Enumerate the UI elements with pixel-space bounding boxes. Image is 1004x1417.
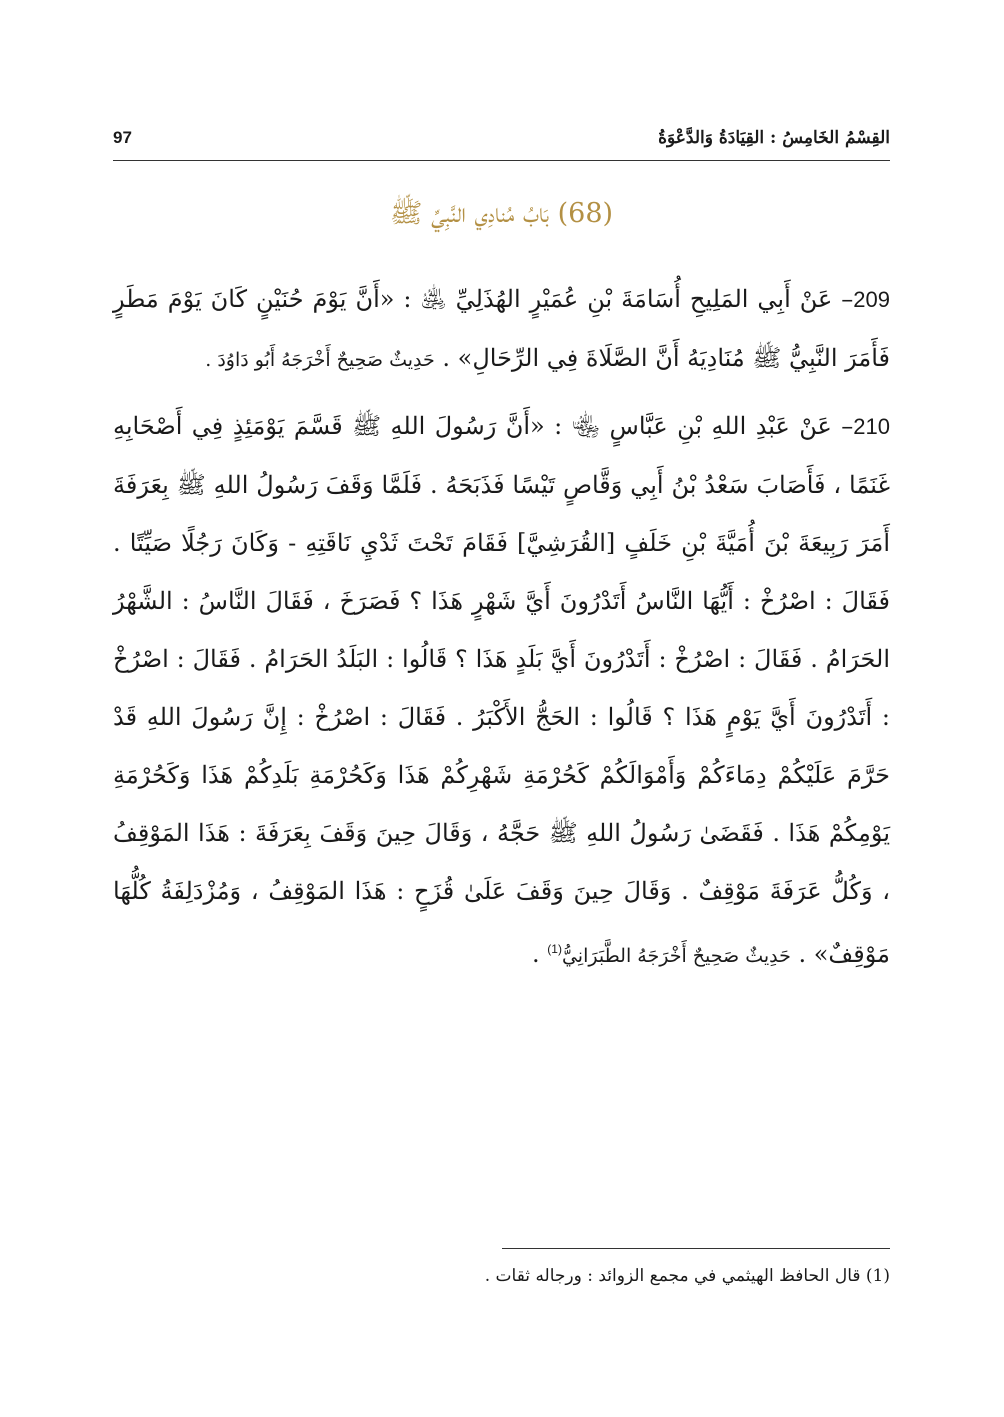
hadith-text: – عَنْ عَبْدِ اللهِ بْنِ عَبَّاسٍ ﵄ : «أَنَّ رَسُولَ اللهِ ﷺ قَسَّمَ يَوْمَئِذٍ فِي أَصْحَابِهِ غَنَمًا ، فَأَصَابَ سَعْدُ بْنُ أَبِي وَقَّاصٍ تَيْسًا فَذَبَحَهُ . فَلَمَّا وَقَفَ رَسُولُ اللهِ ﷺ بِعَرَفَةَ أَمَرَ رَبِيعَةَ بْنَ أُمَيَّةَ بْنِ خَلَفٍ [القُرَشِيَّ] فَقَامَ تَحْتَ ثَدْيِ نَاقَتِهِ - وَكَانَ رَجُلًا صَيِّتًا . فَقَالَ : اصْرُخْ : أَيُّهَا النَّاسُ أَتَدْرُونَ أَيَّ شَهْرٍ هَذَا ؟ فَصَرَخَ ، فَقَالَ النَّاسُ : الشَّهْرُ الحَرَامُ . فَقَالَ : اصْرُخْ : أَتَدْرُونَ أَيَّ بَلَدٍ هَذَا ؟ قَالُوا : البَلَدُ الحَرَامُ . فَقَالَ : اصْرُخْ : أَتَدْرُونَ أَيَّ يَوْمٍ هَذَا ؟ قَالُوا : الحَجُّ الأَكْبَرُ . فَقَالَ : اصْرُخْ : إِنَّ رَسُولَ اللهِ قَدْ حَرَّمَ عَلَيْكُمْ دِمَاءَكُمْ وَأَمْوَالَكُمْ كَحُرْمَةِ شَهْرِكُمْ هَذَا وَكَحُرْمَةِ بَلَدِكُمْ هَذَا وَكَحُرْمَةِ يَوْمِكُمْ هَذَا . فَقَضَىٰ رَسُولُ اللهِ ﷺ حَجَّهُ ، وَقَالَ حِينَ وَقَفَ بِعَرَفَةَ : هَذَا المَوْقِفُ ، وَكُلُّ عَرَفَةَ مَوْقِفٌ . وَقَالَ حِينَ وَقَفَ عَلَىٰ قُزَحٍ : هَذَا المَوْقِفُ ، وَمُزْدَلِفَةُ كُلُّهَا مَوْقِفٌ» . bbox=[113, 412, 890, 968]
page-header bbox=[113, 118, 890, 158]
chapter-title: (68) بَابُ مُنادِي النَّبِيِّ ﷺ bbox=[389, 198, 614, 229]
hadith-number: 209 bbox=[853, 287, 890, 312]
hadith-number: 210 bbox=[853, 414, 890, 439]
footnote: (1) قال الحافظ الهيثمي في مجمع الزوائد : ورجاله ثقات . bbox=[484, 1266, 890, 1286]
footnote-rule bbox=[502, 1248, 890, 1249]
hadith-text: – عَنْ أَبِي المَلِيحِ أُسَامَةَ بْنِ عُمَيْرٍ الهُذَلِيِّ ﵁ : «أَنَّ يَوْمَ حُنَيْنٍ كَانَ يَوْمَ مَطَرٍ فَأَمَرَ النَّبِيُّ ﷺ مُنَادِيَهُ أَنَّ الصَّلَاةَ فِي الرِّحَالِ» . bbox=[113, 285, 890, 372]
page-number: 97 bbox=[113, 128, 132, 147]
hadith-210 bbox=[113, 397, 890, 985]
hadith-grading: حَدِيثٌ صَحِيحٌ أَخْرَجَهُ الطَّبَرَانِيُّ bbox=[561, 945, 791, 967]
hadith-end: . bbox=[532, 940, 548, 968]
hadith-grading: حَدِيثٌ صَحِيحٌ أَخْرَجَهُ أَبُو دَاوُدَ . bbox=[205, 349, 435, 371]
footnote-reference[interactable]: (1) bbox=[547, 942, 562, 956]
running-head: القِسْمُ الخَامِسُ : القِيَادَةُ وَالدَّعْوَةُ bbox=[658, 128, 890, 148]
header-rule bbox=[113, 160, 890, 161]
hadith-209 bbox=[113, 270, 890, 389]
body-text bbox=[113, 270, 890, 985]
